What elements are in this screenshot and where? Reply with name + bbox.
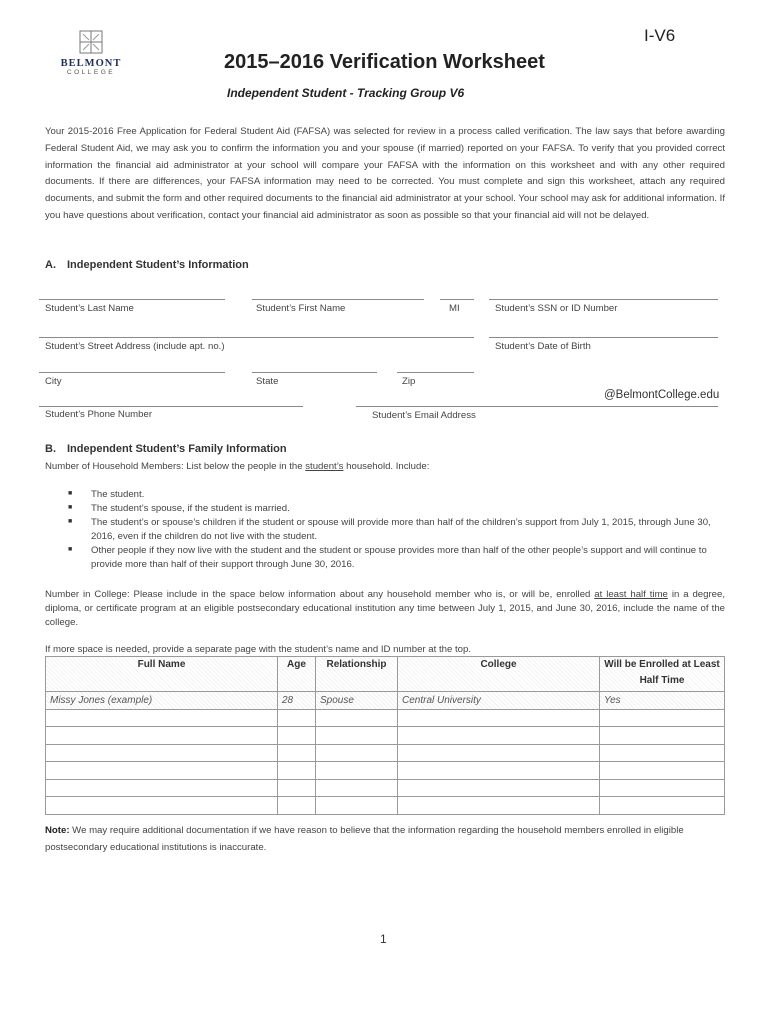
date-of-birth-field[interactable]: [489, 337, 718, 338]
city-field[interactable]: [39, 372, 225, 373]
page-number: 1: [380, 932, 387, 946]
college-instructions: [45, 588, 725, 630]
example-college: Central University: [398, 692, 600, 710]
table-row[interactable]: [46, 779, 725, 797]
table-header-row: [46, 657, 725, 692]
college-logo: [36, 28, 146, 76]
table-row[interactable]: [46, 744, 725, 762]
cell-relationship[interactable]: [316, 797, 398, 815]
street-address-label: Student’s Street Address (include apt. no.): [45, 341, 225, 352]
household-instructions: [45, 460, 725, 474]
email-domain: @BelmontCollege.edu: [604, 389, 720, 401]
bullet-item: The student’s spouse, if the student is married.: [91, 503, 290, 514]
phone-label: Student’s Phone Number: [45, 409, 153, 420]
household-text: Number of Household Members: List below the people in the: [45, 461, 306, 472]
page-title: 2015–2016 Verification Worksheet: [224, 51, 545, 73]
logo-name: BELMONT: [60, 58, 122, 69]
zip-field[interactable]: [397, 372, 474, 373]
form-id: I-V6: [644, 26, 676, 45]
household-underlined: student’s: [305, 461, 344, 472]
cell-name[interactable]: [46, 727, 278, 745]
cell-enrolled[interactable]: [600, 762, 725, 780]
cell-age[interactable]: [278, 779, 316, 797]
page-subtitle: Independent Student - Tracking Group V6: [227, 86, 465, 100]
crest-icon: [77, 28, 105, 56]
logo-sub: COLLEGE: [66, 69, 116, 76]
household-table: [45, 656, 725, 815]
bullet-icon: ■: [68, 490, 73, 497]
email-label: Student’s Email Address: [372, 410, 476, 421]
example-name: Missy Jones (example): [46, 692, 278, 710]
note-label: Note:: [45, 825, 70, 836]
cell-college[interactable]: [398, 779, 600, 797]
cell-name[interactable]: [46, 709, 278, 727]
cell-age[interactable]: [278, 744, 316, 762]
zip-label: Zip: [402, 376, 416, 387]
ssn-field[interactable]: [489, 299, 718, 300]
cell-name[interactable]: [46, 797, 278, 815]
phone-field[interactable]: [39, 406, 303, 407]
college-text-end: in a degree, diploma, or certificate program at an eligible postsecondary educational institution any time between July 1, 2015, and June 30, 2016, include the name of the college.: [45, 589, 726, 628]
section-b-title: Independent Student’s Family Information: [67, 443, 287, 455]
first-name-field[interactable]: [252, 299, 424, 300]
table-row[interactable]: [46, 797, 725, 815]
cell-relationship[interactable]: [316, 762, 398, 780]
mi-label: MI: [449, 303, 460, 314]
section-a-heading: [45, 259, 249, 271]
cell-age[interactable]: [278, 762, 316, 780]
cell-enrolled[interactable]: [600, 727, 725, 745]
col-header-college: College: [398, 657, 600, 692]
example-relationship: Spouse: [316, 692, 398, 710]
cell-relationship[interactable]: [316, 709, 398, 727]
col-header-relationship: Relationship: [316, 657, 398, 692]
cell-name[interactable]: [46, 762, 278, 780]
table-row[interactable]: [46, 709, 725, 727]
cell-enrolled[interactable]: [600, 709, 725, 727]
state-field[interactable]: [252, 372, 377, 373]
section-a-title: Independent Student’s Information: [67, 259, 249, 271]
cell-relationship[interactable]: [316, 779, 398, 797]
cell-college[interactable]: [398, 762, 600, 780]
cell-relationship[interactable]: [316, 744, 398, 762]
cell-enrolled[interactable]: [600, 744, 725, 762]
cell-enrolled[interactable]: [600, 797, 725, 815]
household-text-end: household. Include:: [343, 461, 430, 472]
mi-field[interactable]: [440, 299, 474, 300]
last-name-field[interactable]: [39, 299, 225, 300]
date-of-birth-label: Student’s Date of Birth: [495, 341, 591, 352]
cell-age[interactable]: [278, 797, 316, 815]
note-paragraph: [45, 822, 725, 856]
email-field[interactable]: [356, 406, 718, 407]
cell-college[interactable]: [398, 709, 600, 727]
cell-college[interactable]: [398, 727, 600, 745]
bullet-icon: ■: [68, 518, 73, 525]
table-row[interactable]: [46, 727, 725, 745]
cell-name[interactable]: [46, 779, 278, 797]
street-address-field[interactable]: [39, 337, 474, 338]
cell-age[interactable]: [278, 709, 316, 727]
cell-college[interactable]: [398, 797, 600, 815]
note-text: We may require additional documentation if we have reason to believe that the information regarding the household members enrolled in eligible postsecondary educational institutions is inaccurate.: [45, 825, 684, 853]
cell-age[interactable]: [278, 727, 316, 745]
city-label: City: [45, 376, 62, 387]
col-header-name: Full Name: [46, 657, 278, 692]
college-text: Number in College: Please include in the space below information about any household member who is, or will be, enrolled: [45, 589, 595, 600]
section-b-heading: [45, 443, 287, 455]
table-row[interactable]: [46, 762, 725, 780]
col-header-enrolled: Will be Enrolled at Least Half Time: [600, 657, 725, 692]
college-underlined: at least half time: [594, 589, 668, 600]
bullet-item: The student’s or spouse’s children if the student or spouse will provide more than half of the children’s support from July 1, 2015, through June 30, 2016, even if the children do not live with the student.: [91, 517, 711, 542]
intro-paragraph: Your 2015-2016 Free Application for Federal Student Aid (FAFSA) was selected for review in a process called verification. The law says that before awarding Federal Student Aid, we may ask you to confirm the information you and your spouse (if married) reported on your FAFSA. To verify that you provided correct information the financial aid administrator at your school will compare your FAFSA with the information on this worksheet and with any other required documents. If there are differences, your FAFSA information may need to be corrected. You must complete and sign this worksheet, attach any required documents, and submit the form and other required documents to the financial aid administrator at your school. Your school may ask for additional information. If you have questions about verification, contact your financial aid administrator as soon as possible so that your financial aid will not be delayed.: [45, 126, 725, 221]
table-row-example: [46, 692, 725, 710]
bullet-item: The student.: [91, 489, 145, 500]
more-space-note: If more space is needed, provide a separate page with the student’s name and ID number at the top.: [45, 644, 471, 655]
bullet-item: Other people if they now live with the student and the student or spouse provides more than half of the other people’s support and will continue to provide more than half of their support through June 30, 2016.: [91, 545, 707, 570]
cell-relationship[interactable]: [316, 727, 398, 745]
example-enrolled: Yes: [600, 692, 725, 710]
ssn-label: Student’s SSN or ID Number: [495, 303, 618, 314]
section-b-number: B.: [45, 443, 56, 455]
cell-enrolled[interactable]: [600, 779, 725, 797]
section-a-number: A.: [45, 259, 56, 271]
cell-name[interactable]: [46, 744, 278, 762]
cell-college[interactable]: [398, 744, 600, 762]
last-name-label: Student’s Last Name: [45, 303, 134, 314]
bullet-icon: ■: [68, 504, 73, 511]
state-label: State: [256, 376, 279, 387]
example-age: 28: [278, 692, 316, 710]
first-name-label: Student’s First Name: [256, 303, 346, 314]
bullet-icon: ■: [68, 546, 73, 553]
col-header-age: Age: [278, 657, 316, 692]
